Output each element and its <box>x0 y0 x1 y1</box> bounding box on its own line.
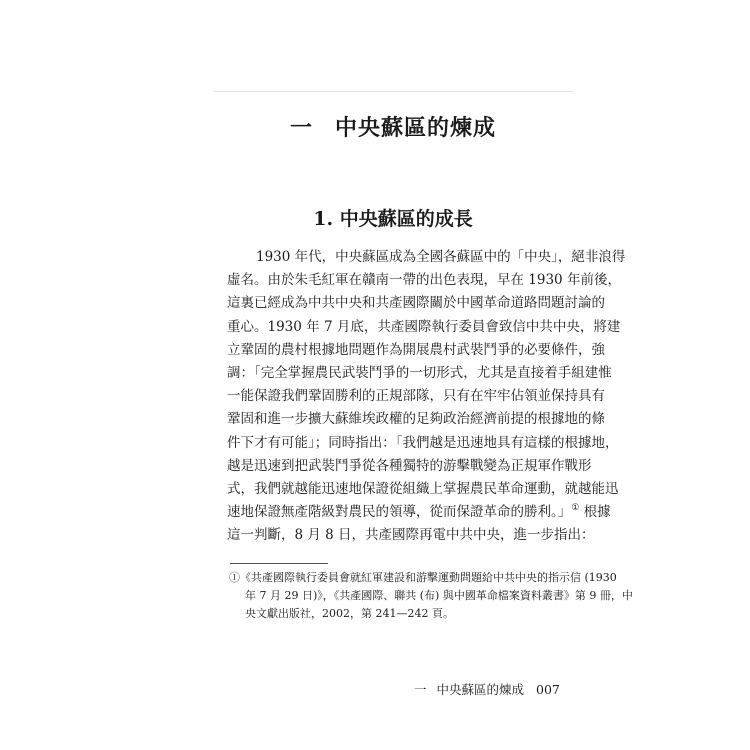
footnote-reference[interactable]: ① <box>571 503 580 514</box>
body-line: 式，我們就越能迅速地保證從組織上掌握農民革命運動，就越能迅 <box>227 480 619 497</box>
body-line: 這裏已經成為中共中央和共產國際關於中國革命道路問題討論的 <box>227 295 605 312</box>
section-title: 1. 中央蘇區的成長 <box>313 208 473 230</box>
body-line: 重心。1930 年 7 月底，共產國際執行委員會致信中共中央，將建 <box>227 318 621 335</box>
page-number: 007 <box>536 682 560 697</box>
running-header <box>414 681 524 699</box>
top-rule <box>213 91 573 92</box>
body-line: 立鞏固的農村根據地問題作為開展農村武裝鬥爭的必要條件，強 <box>227 341 605 358</box>
footnote-rule <box>230 563 328 564</box>
body-line-text: 根據 <box>579 504 611 521</box>
chapter-title-text: 中央蘇區的煉成 <box>335 115 497 141</box>
body-line: 1930 年代，中央蘇區成為全國各蘇區中的「中央」，絕非浪得 <box>256 249 626 265</box>
body-line-with-footnote <box>227 501 611 524</box>
chapter-number: 一 <box>289 115 313 141</box>
chapter-title <box>213 113 573 143</box>
body-line: 虛名。由於朱毛紅軍在贛南一帶的出色表現，早在 1930 年前後， <box>227 272 621 289</box>
body-line: 這一判斷，8 月 8 日，共產國際再電中共中央，進一步指出： <box>227 527 595 544</box>
body-line: 調：「完全掌握農民武裝鬥爭的一切形式，尤其是直接着手組建惟 <box>227 364 612 381</box>
footnote-line: ①《共產國際執行委員會就紅軍建設和游擊運動問題給中共中央的指示信 (1930 <box>229 571 617 584</box>
footnote <box>229 569 633 623</box>
running-header-chapter-number: 一 <box>414 682 427 697</box>
body-line: 一能保證我們鞏固勝利的正規部隊，只有在牢牢佔領並保持具有 <box>227 388 605 405</box>
body-line: 鞏固和進一步擴大蘇維埃政權的足夠政治經濟前提的根據地的條 <box>227 411 605 428</box>
body-line-text: 速地保證無產階級對農民的領導，從而保證革命的勝利。」 <box>227 504 572 521</box>
body-paragraph <box>227 246 626 547</box>
footnote-line: 央文獻出版社，2002，第 241—242 頁。 <box>245 607 454 620</box>
body-line: 件下才有可能」；同時指出：「我們越是迅速地具有這樣的根據地， <box>227 434 619 451</box>
body-line: 越是迅速到把武裝鬥爭從各種獨特的游擊戰變為正規軍作戰形 <box>227 457 592 474</box>
running-header-title: 中央蘇區的煉成 <box>436 682 525 697</box>
footnote-line: 年 7 月 29 日)》，《共產國際、聯共 (布) 與中國革命檔案資料叢書》第 9 冊，中 <box>245 589 633 602</box>
